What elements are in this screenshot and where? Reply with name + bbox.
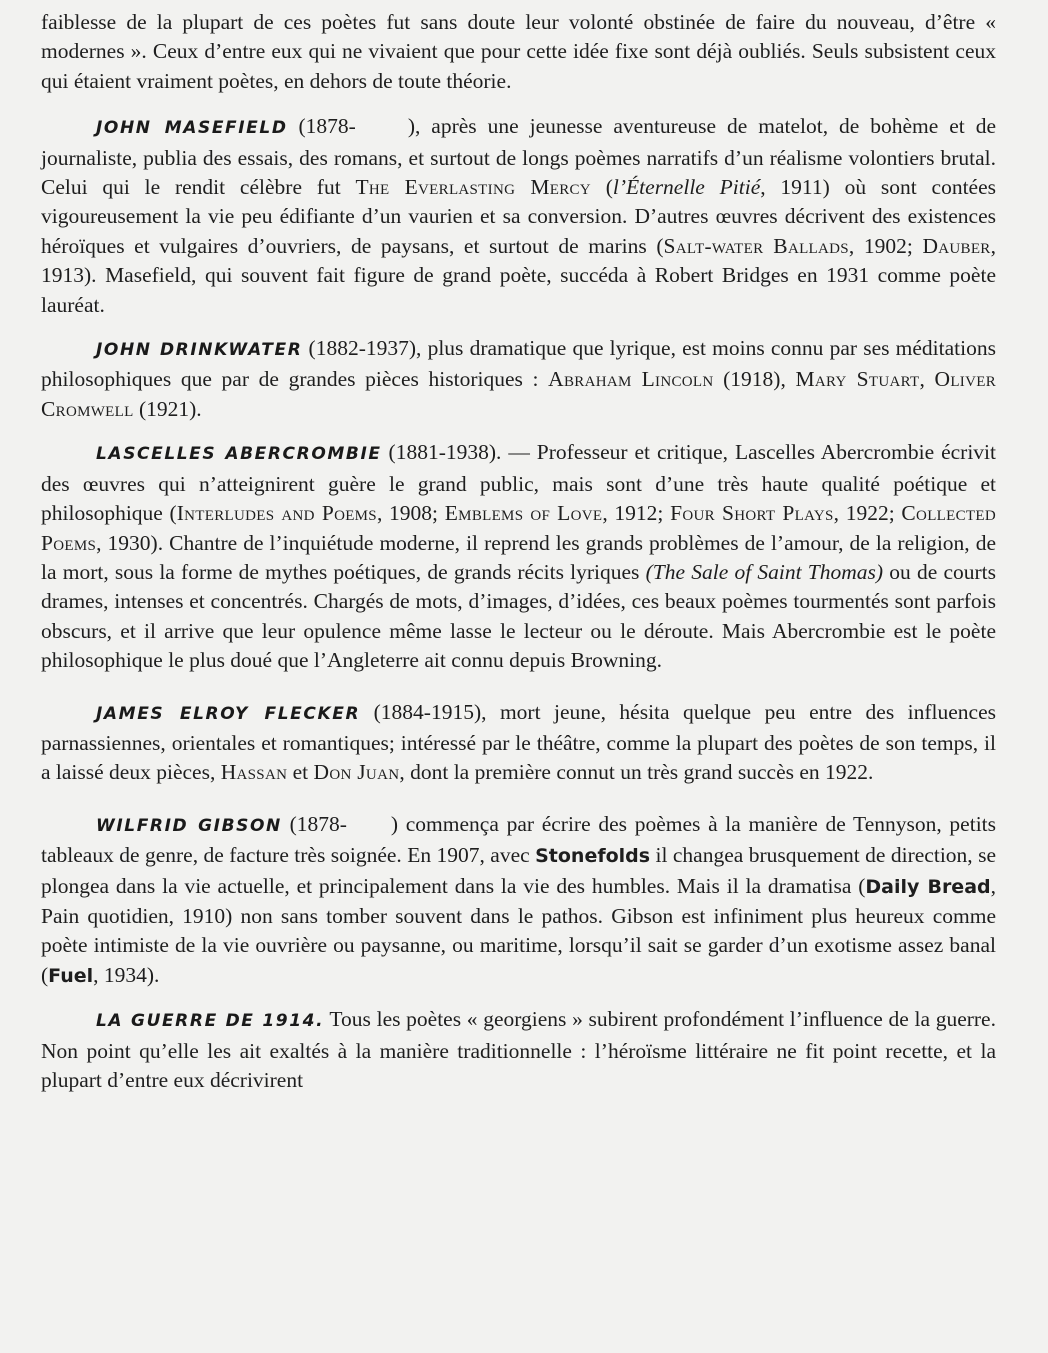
masefield-paragraph (41, 112, 996, 320)
flecker-text-1: (1884-1915), mort jeune, hésita quelque peu entre des influences parnassiennes, orientales et romantiques; intéressé par le théâtre, comme la plupart des poètes de son temps, il a laissé deux pièces, (41, 699, 996, 785)
masefield-work-salt-water-ballads: Salt-water Ballads (663, 233, 849, 258)
masefield-text-5: , 1913). Masefield, qui souvent fait figure de grand poète, succéda à Robert Bridges en 1931 comme poète lauréat. (41, 233, 996, 317)
flecker-work-hassan: Hassan (220, 760, 288, 785)
masefield-work-everlasting-mercy: The Everlasting Mercy (355, 175, 591, 200)
gibson-heading: WILFRID GIBSON (96, 815, 282, 836)
flecker-text-2: et (287, 760, 314, 785)
drinkwater-work-mary-stuart: Mary Stuart (795, 367, 920, 392)
masefield-text-4: , 1902; (848, 233, 923, 258)
guerre-paragraph (41, 1005, 996, 1095)
drinkwater-text-2: (1918), (713, 367, 796, 392)
gibson-work-stonefolds: Stonefolds (535, 845, 651, 868)
gibson-work-fuel: Fuel (48, 964, 94, 987)
drinkwater-heading: JOHN DRINKWATER (96, 340, 303, 361)
masefield-dates: (1878- (298, 114, 356, 139)
abercrombie-text-6: ou de courts drames, intenses et concentrés. Chargés de mots, d’images, d’idées, ces beaux poèmes tourmentés sont parfois obscurs, et il arrive que leur opulence même lasse le lecteur ou le déroute. Mais Abercrombie est le poète philosophique le plus doué que l’Angleterre ait connu depuis Browning. (41, 559, 996, 673)
flecker-heading: JAMES ELROY FLECKER (96, 703, 361, 724)
guerre-heading: LA GUERRE DE 1914. (96, 1011, 325, 1032)
abercrombie-text-1: (1881-1938). — Professeur et critique, Lascelles Abercrombie écrivit des œuvres qui n’atteignirent guère le grand public, mais sont d’une très haute qualité poétique et philosophique ( (41, 440, 996, 526)
document-page (41, 8, 996, 1109)
drinkwater-text-4: (1921). (133, 396, 202, 421)
masefield-work-eternelle-pitie: l’Éternelle Pitié (612, 175, 761, 200)
gibson-text-3: , Pain quotidien, 1910) non sans tomber souvent dans le pathos. Gibson est infiniment plus heureux comme poète intimiste de la vie ouvrière ou paysanne, ou maritime, lorsqu’il sait se garder d’un exotisme assez banal ( (41, 873, 996, 987)
abercrombie-work-sale-of-saint-thomas: (The Sale of Saint Thomas) (645, 559, 884, 584)
flecker-paragraph (41, 698, 996, 788)
drinkwater-work-oliver-cromwell: Oliver Cromwell (41, 367, 996, 421)
intro-paragraph (41, 8, 996, 96)
abercrombie-work-four-short-plays: Four Short Plays (670, 501, 834, 526)
abercrombie-text-3: , 1912; (602, 501, 671, 526)
drinkwater-paragraph (41, 334, 996, 424)
masefield-work-dauber: Dauber (922, 233, 991, 258)
masefield-heading: JOHN MASEFIELD (96, 118, 288, 139)
gibson-text-2: il changea brusquement de direction, se plongea dans la vie actuelle, et principalement dans la vie des humbles. Mais il la dramatisa ( (41, 843, 996, 898)
gibson-work-daily-bread: Daily Bread (865, 875, 991, 898)
abercrombie-text-5: , 1930). Chantre de l’inquiétude moderne, il reprend les grands problèmes de l’amour, de la religion, de la mort, sous la forme de mythes poétiques, de grands récits lyriques (41, 530, 996, 584)
masefield-text-3: , 1911) où sont contées vigoureusement la vie peu édifiante d’un vaurien et sa conversion. D’autres œuvres décrivent des existences héroïques et vulgaires d’ouvriers, de paysans, et surtout de marins ( (41, 175, 997, 258)
gibson-text-4: , 1934). (93, 962, 160, 987)
flecker-work-don-juan: Don Juan (313, 760, 400, 785)
flecker-text-3: , dont la première connut un très grand succès en 1922. (399, 760, 874, 785)
drinkwater-text-1: (1882-1937), plus dramatique que lyrique, est moins connu par ses méditations philosophiques que par de grandes pièces historiques : (41, 336, 996, 392)
abercrombie-heading: LASCELLES ABERCROMBIE (96, 444, 382, 465)
gibson-text-1: ) commença par écrire des poèmes à la manière de Tennyson, petits tableaux de genre, de facture très soignée. En 1907, avec (41, 811, 997, 868)
gibson-dates: (1878- (289, 811, 347, 836)
abercrombie-text-2: , 1908; (376, 501, 445, 526)
abercrombie-text-4: , 1922; (833, 501, 902, 526)
masefield-text-1: ), après une jeunesse aventureuse de matelot, de bohème et de journaliste, publia des essais, des romans, et surtout de longs poèmes narratifs d’un réalisme volontiers brutal. Celui qui le rendit célèbre fut (41, 114, 996, 200)
masefield-text-2: ( (590, 175, 613, 200)
abercrombie-work-collected-poems: Collected Poems (41, 501, 996, 555)
abercrombie-work-interludes: Interludes and Poems (176, 501, 377, 526)
gibson-paragraph (41, 810, 996, 991)
guerre-text-1: Tous les poètes « georgiens » subirent profondément l’influence de la guerre. Non point qu’elle les ait exaltés à la manière traditionnelle : l’héroïsme littéraire ne fit point recette, et la plupart d’entre eux décrivirent (41, 1007, 996, 1092)
abercrombie-work-emblems: Emblems of Love (444, 501, 603, 526)
abercrombie-paragraph (41, 438, 996, 675)
drinkwater-work-abraham-lincoln: Abraham Lincoln (548, 367, 714, 392)
drinkwater-text-3: , (919, 367, 935, 392)
intro-text: faiblesse de la plupart de ces poètes fut sans doute leur volonté obstinée de faire du nouveau, d’être « modernes ». Ceux d’entre eux qui ne vivaient que pour cette idée fixe sont déjà oubliés. Seuls subsistent ceux qui étaient vraiment poètes, en dehors de toute théorie. (41, 10, 996, 93)
